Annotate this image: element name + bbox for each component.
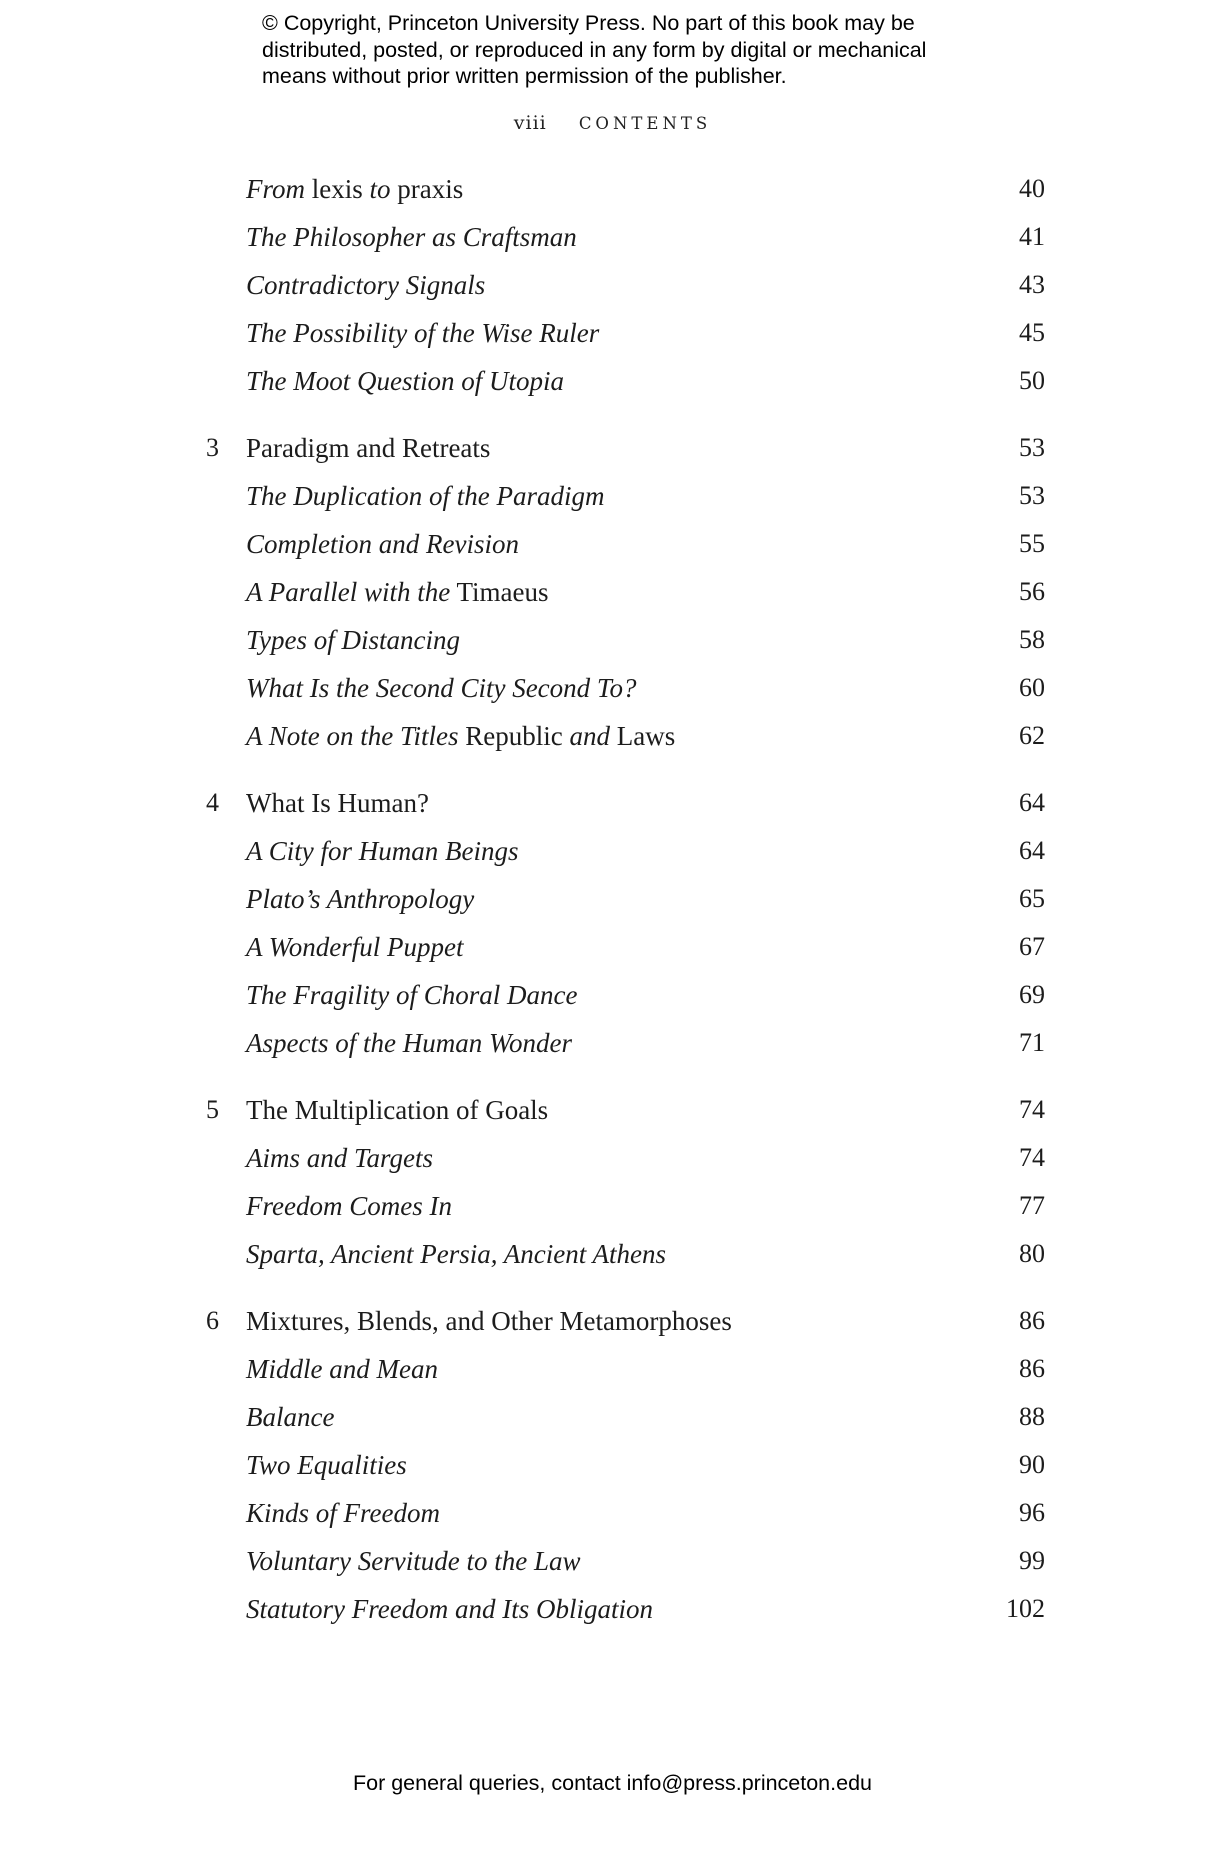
toc-entry-label: The Philosopher as Craftsman — [246, 222, 577, 252]
toc-entry-chapter — [0, 424, 1225, 472]
toc-entry-section — [0, 971, 1225, 1019]
toc-entry-page: 77 — [1019, 1191, 1045, 1220]
toc-entry-label: Contradictory Signals — [246, 270, 486, 300]
toc-entry-label: Types of Distancing — [246, 625, 460, 655]
chapter-number: 4 — [206, 788, 219, 817]
toc-entry-section — [0, 1230, 1225, 1278]
toc-entry-page: 58 — [1019, 625, 1045, 654]
copyright-line: means without prior written permission of the publisher. — [262, 64, 787, 88]
toc-entry-label: A Note on the Titles Republic and Laws — [246, 721, 676, 751]
footer-contact: For general queries, contact info@press.princeton.edu — [352, 1771, 872, 1795]
chapter-number: 3 — [206, 433, 219, 462]
toc-entry-section — [0, 827, 1225, 875]
toc-entry-page: 64 — [1019, 788, 1045, 817]
toc-entry-page: 45 — [1019, 318, 1045, 347]
toc-entry-page: 64 — [1019, 836, 1045, 865]
toc-entry-label: From lexis to praxis — [246, 174, 464, 204]
chapter-number: 5 — [206, 1095, 219, 1124]
toc-entry-section — [0, 923, 1225, 971]
toc-entry-page: 86 — [1019, 1354, 1045, 1383]
chapter-title: Mixtures, Blends, and Other Metamorphoses — [246, 1306, 732, 1336]
toc-entry-page: 80 — [1019, 1239, 1045, 1268]
toc-entry-page: 90 — [1019, 1450, 1045, 1479]
toc-entry-label: Balance — [246, 1402, 335, 1432]
toc-entry-page: 71 — [1019, 1028, 1045, 1057]
toc-entry-label: Sparta, Ancient Persia, Ancient Athens — [246, 1239, 666, 1269]
toc-entry-page: 50 — [1019, 366, 1045, 395]
toc-entry-label: The Moot Question of Utopia — [246, 366, 564, 396]
toc-entry-section — [0, 1441, 1225, 1489]
toc-entry-section — [0, 1585, 1225, 1633]
toc-entry-page: 74 — [1019, 1143, 1045, 1172]
toc-entry-page: 62 — [1019, 721, 1045, 750]
toc-entry-label: Completion and Revision — [246, 529, 519, 559]
toc-entry-section — [0, 1345, 1225, 1393]
toc-entry-section — [0, 568, 1225, 616]
toc-entry-section — [0, 357, 1225, 405]
toc-entry-label: Statutory Freedom and Its Obligation — [246, 1594, 653, 1624]
toc-entry-page: 55 — [1019, 529, 1045, 558]
toc-entry-section — [0, 213, 1225, 261]
toc-entry-page: 96 — [1019, 1498, 1045, 1527]
chapter-title: The Multiplication of Goals — [246, 1095, 549, 1125]
toc-entry-page: 43 — [1019, 270, 1045, 299]
toc-entry-label: Two Equalities — [246, 1450, 407, 1480]
toc-entry-label: What Is the Second City Second To? — [246, 673, 637, 703]
toc-entry-label: The Fragility of Choral Dance — [246, 980, 578, 1010]
toc-entry-label: Freedom Comes In — [246, 1191, 452, 1221]
chapter-title: What Is Human? — [246, 788, 429, 818]
toc-entry-page: 53 — [1019, 433, 1045, 462]
copyright-line: © Copyright, Princeton University Press. No part of this book may be — [262, 11, 915, 35]
toc-entry-chapter — [0, 1086, 1225, 1134]
toc-entry-section — [0, 472, 1225, 520]
toc-entry-section — [0, 712, 1225, 760]
toc-entry-chapter — [0, 779, 1225, 827]
page-folio: viii — [513, 112, 547, 134]
toc-entry-page: 53 — [1019, 481, 1045, 510]
toc-entry-page: 99 — [1019, 1546, 1045, 1575]
chapter-title: Paradigm and Retreats — [246, 433, 491, 463]
toc-entry-label: A Wonderful Puppet — [246, 932, 464, 962]
toc-entry-page: 88 — [1019, 1402, 1045, 1431]
toc-entry-page: 67 — [1019, 932, 1045, 961]
chapter-number: 6 — [206, 1306, 219, 1335]
toc-entry-section — [0, 520, 1225, 568]
toc-entry-section — [0, 1393, 1225, 1441]
toc-entry-section — [0, 165, 1225, 213]
toc-entry-section — [0, 616, 1225, 664]
toc-entry-label: Aspects of the Human Wonder — [246, 1028, 572, 1058]
toc-entry-section — [0, 1489, 1225, 1537]
toc-entry-section — [0, 261, 1225, 309]
toc-entry-section — [0, 309, 1225, 357]
toc-entry-page: 41 — [1019, 222, 1045, 251]
toc-entry-label: Kinds of Freedom — [246, 1498, 440, 1528]
toc-entry-label: Middle and Mean — [246, 1354, 438, 1384]
toc-entry-label: The Duplication of the Paradigm — [246, 481, 605, 511]
toc-entry-section — [0, 1537, 1225, 1585]
toc-entry-page: 86 — [1019, 1306, 1045, 1335]
toc-entry-page: 40 — [1019, 174, 1045, 203]
toc-entry-label: Voluntary Servitude to the Law — [246, 1546, 581, 1576]
toc-entry-page: 60 — [1019, 673, 1045, 702]
toc-entry-section — [0, 1019, 1225, 1067]
toc-entry-section — [0, 664, 1225, 712]
toc-entry-section — [0, 1182, 1225, 1230]
toc-entry-section — [0, 1134, 1225, 1182]
toc-entry-page: 74 — [1019, 1095, 1045, 1124]
toc-entry-page: 102 — [1006, 1594, 1045, 1623]
toc-entry-label: A Parallel with the Timaeus — [246, 577, 549, 607]
toc-entry-label: Aims and Targets — [246, 1143, 434, 1173]
toc-entry-section — [0, 875, 1225, 923]
toc-entry-label: A City for Human Beings — [246, 836, 519, 866]
toc-entry-page: 56 — [1019, 577, 1045, 606]
running-head-title: CONTENTS — [578, 114, 712, 133]
toc-entry-label: Plato’s Anthropology — [246, 884, 475, 914]
toc-entry-page: 69 — [1019, 980, 1045, 1009]
toc-entry-label: The Possibility of the Wise Ruler — [246, 318, 600, 348]
toc-entry-page: 65 — [1019, 884, 1045, 913]
toc-entry-chapter — [0, 1297, 1225, 1345]
copyright-line: distributed, posted, or reproduced in any form by digital or mechanical — [262, 37, 927, 62]
